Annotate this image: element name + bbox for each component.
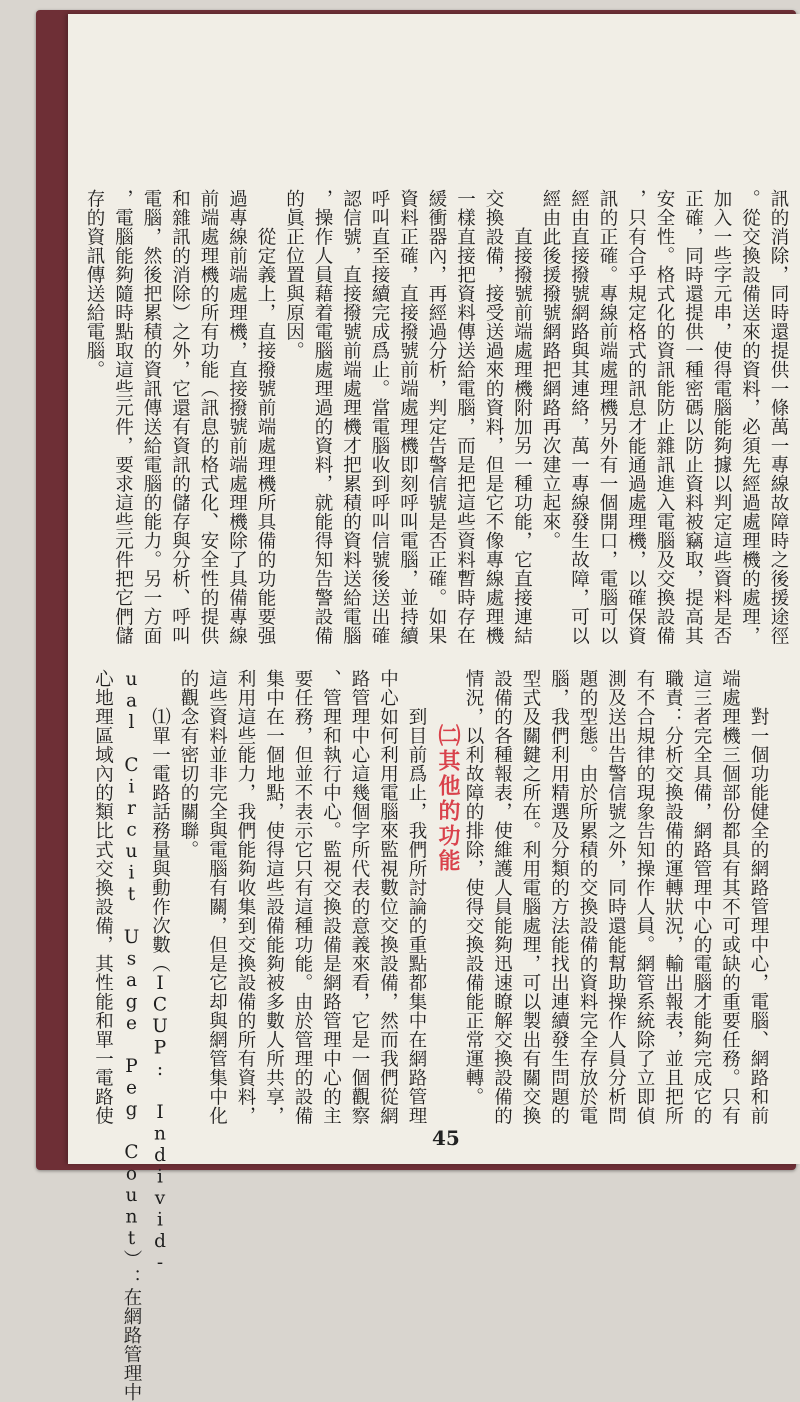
text-column: ，操作人員藉着電腦處理過的資料，就能得知告警設備	[312, 189, 333, 645]
text-column: 電腦，然後把累積的資訊傳送給電腦的能力。另一方面	[141, 189, 162, 645]
lower-text-block-b	[78, 669, 430, 1402]
text-column: 過專線前端處理機，直接撥號前端處理機除了具備專線	[226, 189, 248, 645]
text-column: 呼叫直至接續完成爲止。當電腦收到呼叫信號後送出確	[369, 189, 390, 645]
text-column: 交換設備，接受送過來的資料，但是它不像專線處理機	[483, 189, 504, 645]
text-column: 和雜訊的消除）之外，它還有資訊的儲存與分析、呼叫	[169, 189, 191, 645]
text-column: 要任務，但並不表示它只有這種功能。由於管理的設備	[292, 669, 313, 1125]
text-column: ，只有合乎規定格式的訊息才能通過處理機，以確保資	[625, 189, 647, 645]
text-column: 經由此後援撥號網路把網路再次建立起來。	[540, 189, 561, 550]
text-column: 中心如何利用電腦來監視數位交換設備，然而我們從網	[377, 669, 399, 1125]
book-page	[68, 14, 800, 1402]
text-column: ual Circuit Usage Peg Count）：在網路管理中	[121, 669, 142, 1402]
text-column: 前端處理機的所有功能（訊息的格式化、安全性的提供	[198, 189, 219, 645]
text-column: 直接撥號前端處理機附加另一種功能，它直接連結	[511, 189, 533, 645]
text-column: 這些資料並非完全與電腦有關，但是它却與網管集中化	[206, 669, 228, 1125]
text-column: 題的型態。由於所累積的交換設備的資料完全存放於電	[577, 669, 598, 1125]
text-column: 測及送出告警信號之外，同時還能幫助操作人員分析問	[605, 669, 627, 1125]
text-column: 設備的各種報表，使維護人員能夠迅速瞭解交換設備的	[491, 669, 513, 1125]
text-column: 到目前爲止，我們所討論的重點都集中在網路管理	[406, 669, 427, 1125]
text-column: 情況，以利故障的排除，使得交換設備能正常運轉。	[463, 669, 484, 1106]
text-column: 的眞正位置與原因。	[283, 189, 305, 360]
text-column: 存的資訊傳送給電腦。	[84, 189, 105, 379]
text-column: 一樣直接把資料傳送給電腦，而是把這些資料暫時存在	[454, 189, 476, 645]
text-column: 正確，同時還提供一種密碼以防止資料被竊取，提高其	[682, 189, 704, 645]
text-column: 路管理中心這幾個字所代表的意義來看，它是一個觀察	[349, 669, 370, 1125]
page-number: 45	[432, 1126, 460, 1150]
text-column: 安全性。格式化的資訊能防止雜訊進入電腦及交換設備	[654, 189, 675, 645]
text-column: 、管理和執行中心。監視交換設備是網路管理中心的主	[320, 669, 342, 1125]
text-column: 緩衝器內，再經過分析，判定告警信號是否正確。如果	[426, 189, 447, 645]
text-column: ，電腦能夠隨時點取這些元件，要求這些元件把它們儲	[112, 189, 134, 645]
text-column: ⑴單一電路話務量與動作次數（ICUP: Individ-	[149, 669, 171, 1274]
text-column: 對一個功能健全的網路管理中心，電腦、網路和前	[748, 669, 769, 1125]
lower-text-block-a	[452, 669, 772, 1139]
upper-text-block	[80, 189, 792, 649]
text-column: 端處理機三個部份都具有其不可或缺的重要任務。只有	[719, 669, 741, 1125]
text-column: 經由直接撥號網路與其連絡，萬一專線發生故障，可以	[568, 189, 590, 645]
text-column: 訊的消除，同時還提供一條萬一專線故障時之後援途徑	[768, 189, 789, 645]
text-column: 認信號，直接撥號前端處理機才把累積的資料送給電腦	[340, 189, 362, 645]
text-column: 利用這些能力，我們能夠收集到交換設備的所有資料，	[235, 669, 256, 1125]
text-column: 訊的正確。專線前端處理機另外有一個開口，電腦可以	[597, 189, 618, 645]
text-column: 加入一些字元串，使得電腦能夠據以判定這些資料是否	[711, 189, 732, 645]
text-column: 的觀念有密切的關聯。	[178, 669, 199, 859]
text-column: 心地理區域內的類比式交換設備，其性能和單一電路使	[92, 669, 114, 1125]
text-column: 資料正確，直接撥號前端處理機即刻呼叫電腦，並持續	[397, 189, 419, 645]
text-column: 職責：分析交換設備的運轉狀況，輸出報表，並且把所	[662, 669, 684, 1125]
section-heading: ㈡其他的功能	[435, 724, 461, 874]
text-column: 有不合規律的現象告知操作人員。網管系統除了立即偵	[634, 669, 655, 1125]
text-column: 集中在一個地點，使得這些設備能夠被多數人所共享，	[263, 669, 285, 1125]
text-column: 從定義上，直接撥號前端處理機所具備的功能要强	[255, 189, 276, 645]
text-column: 型式及關鍵之所在。利用電腦處理，可以製出有關交換	[520, 669, 541, 1125]
text-column: 腦，我們利用精選及分類的方法能找出連續發生問題的	[548, 669, 570, 1125]
text-column: 這三者完全具備，網路管理中心的電腦才能夠完成它的	[691, 669, 712, 1125]
text-column: 。從交換設備送來的資料，必須先經過處理機的處理，	[739, 189, 761, 645]
